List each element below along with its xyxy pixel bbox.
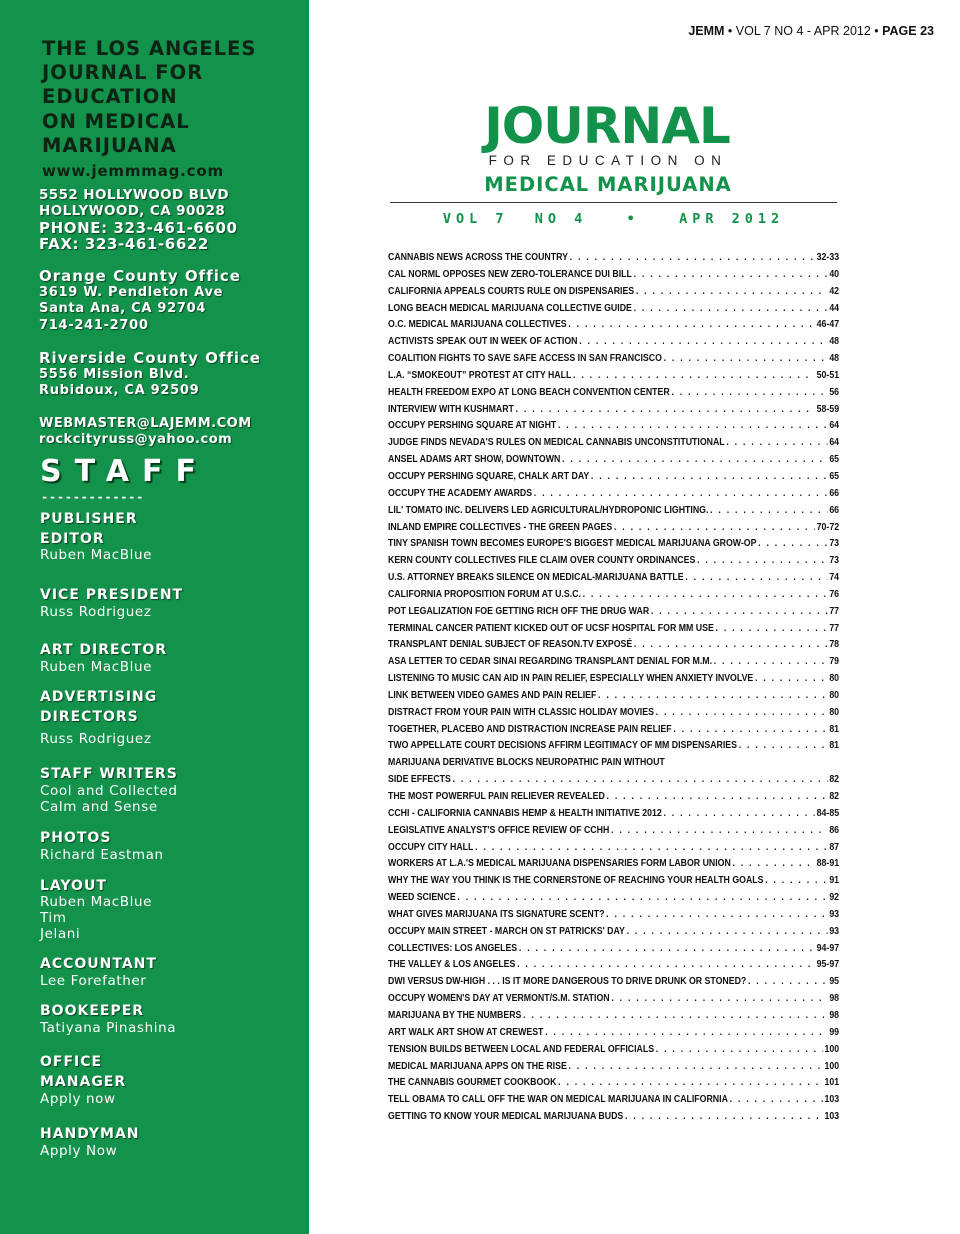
toc-entry-page: 100 xyxy=(824,1043,840,1055)
toc-entry-page: 64 xyxy=(829,420,840,432)
dot-leader xyxy=(614,522,815,533)
toc-entry-title: MARIJUANA BY THE NUMBERS xyxy=(388,1009,522,1021)
phone-number: PHONE: 323-461-6600 xyxy=(39,218,238,237)
toc-entry-title: CANNABIS NEWS ACROSS THE COUNTRY xyxy=(388,252,568,263)
dot-leader xyxy=(517,959,815,970)
toc-entry-title: WHAT GIVES MARIJUANA ITS SIGNATURE SCENT? xyxy=(388,908,605,920)
dot-leader xyxy=(570,252,815,263)
name-line: Cool and Collected xyxy=(40,783,178,799)
toc-entry[interactable] xyxy=(388,572,839,589)
divider xyxy=(390,202,837,203)
toc-entry-title: TINY SPANISH TOWN BECOMES EUROPE'S BIGGEST MEDICAL MARIJUANA GROW-OP xyxy=(388,538,757,550)
toc-entry[interactable] xyxy=(388,1027,839,1044)
toc-entry[interactable] xyxy=(388,336,839,353)
main-office-address xyxy=(39,187,238,252)
dot-leader xyxy=(634,639,828,650)
toc-entry[interactable] xyxy=(388,303,839,320)
dot-leader xyxy=(634,269,828,280)
staff-name xyxy=(40,894,152,942)
toc-entry[interactable] xyxy=(388,538,839,555)
toc-entry-title: OCCUPY THE ACADEMY AWARDS xyxy=(388,487,533,499)
staff-name xyxy=(40,659,152,675)
toc-entry[interactable] xyxy=(388,319,839,336)
contact-email[interactable]: rockcityruss@yahoo.com xyxy=(39,432,233,447)
toc-entry[interactable] xyxy=(388,774,839,791)
toc-entry-title: LONG BEACH MEDICAL MARIJUANA COLLECTIVE GUIDE xyxy=(388,302,632,314)
dot-leader xyxy=(748,976,828,987)
toc-entry-title: JUDGE FINDS NEVADA'S RULES ON MEDICAL CANNABIS UNCONSTITUTIONAL xyxy=(388,437,725,449)
toc-entry[interactable] xyxy=(388,522,839,539)
dot-leader xyxy=(583,589,828,600)
role-label xyxy=(40,688,157,727)
toc-entry-title: COALITION FIGHTS TO SAVE SAFE ACCESS IN SAN FRANCISCO xyxy=(388,353,662,365)
toc-entry[interactable] xyxy=(388,892,839,909)
staff-divider: ------------- xyxy=(41,490,145,504)
sidebar xyxy=(0,0,309,1234)
toc-entry-title: OCCUPY MAIN STREET - MARCH ON ST PATRICKS' DAY xyxy=(388,925,625,937)
toc-entry-page: 81 xyxy=(829,740,840,752)
toc-entry-page: 93 xyxy=(829,925,840,937)
dot-leader xyxy=(558,1077,823,1088)
toc-entry[interactable] xyxy=(388,589,839,606)
toc-entry-page: 76 xyxy=(829,588,840,600)
toc-entry[interactable] xyxy=(388,690,839,707)
role-line: EDITOR xyxy=(40,530,105,547)
logo-medical-marijuana: MEDICAL MARIJUANA xyxy=(484,173,732,196)
toc-entry-title: TOGETHER, PLACEBO AND DISTRACTION INCREASE PAIN RELIEF xyxy=(388,723,672,735)
staff-name xyxy=(40,1091,116,1107)
dot-leader xyxy=(755,673,828,684)
toc-entry-page: 48 xyxy=(829,353,840,365)
toc-entry-page: 95-97 xyxy=(816,959,840,971)
toc-entry-page: 94-97 xyxy=(816,942,840,954)
toc-entry[interactable] xyxy=(388,825,839,842)
toc-entry[interactable] xyxy=(388,875,839,892)
toc-entry-page: 103 xyxy=(824,1094,840,1106)
title-line: EDUCATION xyxy=(42,85,178,109)
dot-leader xyxy=(634,303,828,314)
role-line: ACCOUNTANT xyxy=(40,956,157,972)
address-line: 5552 HOLLYWOOD BLVD xyxy=(39,187,229,203)
toc-entry-title: TRANSPLANT DENIAL SUBJECT OF REASON.TV EXPOSÉ xyxy=(388,639,633,651)
toc-entry-page: 95 xyxy=(829,976,840,988)
dot-leader xyxy=(765,875,827,886)
office-heading: Riverside County Office xyxy=(39,349,262,367)
toc-entry[interactable] xyxy=(388,471,839,488)
dot-leader xyxy=(519,943,815,954)
role-label xyxy=(40,510,138,549)
name-line: Ruben MacBlue xyxy=(40,894,153,910)
toc-entry-title: TERMINAL CANCER PATIENT KICKED OUT OF UCSF HOSPITAL FOR MM USE xyxy=(388,622,714,634)
dot-leader xyxy=(671,387,827,398)
toc-entry[interactable] xyxy=(388,252,839,269)
journal-abbr: JEMM xyxy=(688,24,725,38)
toc-entry-page: 78 xyxy=(829,639,840,651)
office-heading: Orange County Office xyxy=(39,267,241,285)
office-line: 3619 W. Pendleton Ave xyxy=(39,284,224,300)
toc-entry-page: 65 xyxy=(829,470,840,482)
toc-entry-page: 32-33 xyxy=(816,252,840,263)
role-label xyxy=(40,829,111,849)
toc-entry-title: ANSEL ADAMS ART SHOW, DOWNTOWN xyxy=(388,454,561,466)
toc-entry-title: WORKERS AT L.A.'S MEDICAL MARIJUANA DISPENSARIES FORM LABOR UNION xyxy=(388,858,731,870)
toc-entry-page: 98 xyxy=(829,1009,840,1021)
toc-entry-page: 50-51 xyxy=(816,369,840,381)
toc-entry[interactable] xyxy=(388,505,839,522)
toc-entry-title: GETTING TO KNOW YOUR MEDICAL MARIJUANA BUDS xyxy=(388,1111,624,1123)
staff-name xyxy=(40,1020,176,1036)
toc-entry-title: OCCUPY PERSHING SQUARE, CHALK ART DAY xyxy=(388,470,590,482)
fax-number: FAX: 323-461-6622 xyxy=(39,234,209,253)
toc-entry[interactable] xyxy=(388,1044,839,1061)
toc-entry-title: ACTIVISTS SPEAK OUT IN WEEK OF ACTION xyxy=(388,336,578,348)
role-line: PUBLISHER xyxy=(40,511,138,527)
dot-leader xyxy=(673,724,827,735)
toc-entry-page: 103 xyxy=(824,1111,840,1123)
role-line: BOOKEEPER xyxy=(40,1003,145,1019)
toc-entry-page: 101 xyxy=(824,1077,840,1089)
toc-entry[interactable] xyxy=(388,286,839,303)
dot-leader xyxy=(457,892,827,903)
toc-entry-title: THE CANNABIS GOURMET COOKBOOK xyxy=(388,1077,557,1089)
toc-entry-page: 99 xyxy=(829,1026,840,1038)
toc-entry-page: 80 xyxy=(829,706,840,718)
title-line: JOURNAL FOR xyxy=(42,61,204,85)
dot-leader xyxy=(569,1061,823,1072)
office-line: 5556 Mission Blvd. xyxy=(39,366,190,382)
toc-entry-page: 74 xyxy=(829,572,840,584)
toc-entry[interactable] xyxy=(388,353,839,370)
toc-entry[interactable] xyxy=(388,757,839,774)
dot-leader xyxy=(733,858,815,869)
page-number: PAGE 23 xyxy=(882,24,934,38)
role-label xyxy=(40,765,178,785)
dot-leader xyxy=(739,740,828,751)
toc-entry[interactable] xyxy=(388,673,839,690)
toc-entry[interactable] xyxy=(388,370,839,387)
journal-logo: JOURNAL xyxy=(484,97,730,155)
toc-entry[interactable] xyxy=(388,404,839,421)
dot-leader xyxy=(730,1094,823,1105)
toc-entry-title: SIDE EFFECTS xyxy=(388,774,451,786)
toc-entry-title: COLLECTIVES: LOS ANGELES xyxy=(388,942,518,954)
toc-entry-title: TENSION BUILDS BETWEEN LOCAL AND FEDERAL OFFICIALS xyxy=(388,1043,655,1055)
toc-entry[interactable] xyxy=(388,1077,839,1094)
orange-county-office xyxy=(39,268,241,334)
name-line: Russ Rodriguez xyxy=(40,731,152,747)
toc-entry[interactable] xyxy=(388,639,839,656)
dot-leader xyxy=(685,572,827,583)
dot-leader xyxy=(710,505,827,516)
staff-heading: STAFF xyxy=(40,454,209,489)
toc-entry-title: O.C. MEDICAL MARIJUANA COLLECTIVES xyxy=(388,319,567,331)
toc-entry-page: 77 xyxy=(829,622,840,634)
toc-entry-title: KERN COUNTY COLLECTIVES FILE CLAIM OVER COUNTY ORDINANCES xyxy=(388,555,696,567)
name-line: Russ Rodriguez xyxy=(40,604,152,620)
dot-leader xyxy=(607,791,828,802)
dot-leader xyxy=(611,993,827,1004)
role-label xyxy=(40,1125,140,1145)
role-line: MANAGER xyxy=(40,1073,127,1090)
toc-entry-page: 65 xyxy=(829,454,840,466)
staff-name xyxy=(40,604,152,620)
toc-entry-page: 88-91 xyxy=(816,858,840,870)
toc-entry-title: THE VALLEY & LOS ANGELES xyxy=(388,959,516,971)
toc-entry-title: TELL OBAMA TO CALL OFF THE WAR ON MEDICAL MARIJUANA IN CALIFORNIA xyxy=(388,1094,728,1106)
role-line: DIRECTORS xyxy=(40,708,139,725)
toc-entry[interactable] xyxy=(388,420,839,437)
toc-entry[interactable] xyxy=(388,454,839,471)
toc-entry[interactable] xyxy=(388,606,839,623)
dot-leader xyxy=(598,690,828,701)
toc-entry[interactable] xyxy=(388,943,839,960)
role-line: ADVERTISING xyxy=(40,689,158,705)
toc-entry-page: 81 xyxy=(829,723,840,735)
staff-name xyxy=(40,847,164,863)
toc-entry-title: CALIFORNIA PROPOSITION FORUM AT U.S.C. xyxy=(388,588,581,600)
toc-entry-title: INLAND EMPIRE COLLECTIVES - THE GREEN PAGES xyxy=(388,521,613,533)
dot-leader xyxy=(627,926,828,937)
table-of-contents xyxy=(388,252,839,1128)
toc-entry-page: 64 xyxy=(829,437,840,449)
dot-leader xyxy=(716,623,828,634)
toc-entry[interactable] xyxy=(388,926,839,943)
toc-entry[interactable] xyxy=(388,623,839,640)
website-link[interactable]: www.jemmmag.com xyxy=(42,162,224,180)
toc-entry-page: 73 xyxy=(829,538,840,550)
title-line: ON MEDICAL xyxy=(42,109,190,133)
dot-leader xyxy=(558,420,828,431)
toc-entry[interactable] xyxy=(388,1094,839,1111)
toc-entry-page: 93 xyxy=(829,908,840,920)
dot-leader xyxy=(568,319,815,330)
toc-entry-page: 84-85 xyxy=(816,807,840,819)
name-line: Apply now xyxy=(40,1091,116,1107)
role-label xyxy=(40,955,157,975)
role-label xyxy=(40,1053,126,1092)
toc-entry-page: 73 xyxy=(829,555,840,567)
toc-entry-page: 77 xyxy=(829,605,840,617)
toc-entry-page: 80 xyxy=(829,689,840,701)
dot-leader xyxy=(453,774,828,785)
name-line: Richard Eastman xyxy=(40,847,164,863)
dot-leader xyxy=(656,707,828,718)
dot-leader xyxy=(475,842,828,853)
toc-entry-page: 42 xyxy=(829,285,840,297)
toc-entry[interactable] xyxy=(388,842,839,859)
dot-leader xyxy=(534,488,828,499)
name-line: Jelani xyxy=(40,926,81,942)
toc-entry-page: 82 xyxy=(829,774,840,786)
toc-entry[interactable] xyxy=(388,858,839,875)
toc-entry-page: 48 xyxy=(829,336,840,348)
toc-entry[interactable] xyxy=(388,808,839,825)
dot-leader xyxy=(516,404,815,415)
toc-entry[interactable] xyxy=(388,488,839,505)
toc-entry-page: 98 xyxy=(829,993,840,1005)
dot-leader xyxy=(606,909,827,920)
toc-entry-title: OCCUPY PERSHING SQUARE AT NIGHT xyxy=(388,420,557,432)
role-line: STAFF WRITERS xyxy=(40,766,178,782)
dot-leader xyxy=(664,353,828,364)
role-line: HANDYMAN xyxy=(40,1126,140,1142)
toc-entry-title: MARIJUANA DERIVATIVE BLOCKS NEUROPATHIC PAIN WITHOUT xyxy=(388,757,665,769)
toc-entry[interactable] xyxy=(388,437,839,454)
dot-leader xyxy=(636,286,828,297)
toc-entry-page: 70-72 xyxy=(816,521,840,533)
toc-entry-title: LEGISLATIVE ANALYST'S OFFICE REVIEW OF CCHH xyxy=(388,824,610,836)
toc-entry-title: TWO APPELLATE COURT DECISIONS AFFIRM LEGITIMACY OF MM DISPENSARIES xyxy=(388,740,737,752)
name-line: Calm and Sense xyxy=(40,799,158,815)
toc-entry-title: DISTRACT FROM YOUR PAIN WITH CLASSIC HOLIDAY MOVIES xyxy=(388,706,654,718)
name-line: Ruben MacBlue xyxy=(40,659,153,675)
name-line: Tatiyana Pinashina xyxy=(40,1020,177,1036)
name-line: Apply Now xyxy=(40,1143,118,1159)
toc-entry-page: 92 xyxy=(829,892,840,904)
toc-entry[interactable] xyxy=(388,656,839,673)
toc-entry-page: 91 xyxy=(829,875,840,887)
staff-name xyxy=(40,1143,117,1159)
toc-entry[interactable] xyxy=(388,740,839,757)
toc-entry-page: 58-59 xyxy=(816,403,840,415)
volume-line: VOL 7 NO 4 • APR 2012 xyxy=(442,211,785,227)
dot-leader xyxy=(758,538,827,549)
toc-entry-title: WEED SCIENCE xyxy=(388,892,456,904)
toc-entry[interactable] xyxy=(388,976,839,993)
toc-entry-page: 87 xyxy=(829,841,840,853)
dot-leader xyxy=(697,555,828,566)
contact-emails xyxy=(39,416,252,448)
dot-leader xyxy=(579,336,827,347)
toc-entry-title: OCCUPY CITY HALL xyxy=(388,841,474,853)
toc-entry-page: 46-47 xyxy=(816,319,840,331)
toc-entry-page: 86 xyxy=(829,824,840,836)
dot-leader xyxy=(545,1027,827,1038)
dot-leader xyxy=(611,825,828,836)
magazine-title xyxy=(42,37,256,158)
toc-entry-title: ART WALK ART SHOW AT CREWEST xyxy=(388,1026,544,1038)
toc-entry-page: 40 xyxy=(829,268,840,280)
title-line: MARIJUANA xyxy=(42,133,177,157)
dot-leader xyxy=(573,370,815,381)
toc-entry-title: DWI VERSUS DW-HIGH . . . IS IT MORE DANGEROUS TO DRIVE DRUNK OR STONED? xyxy=(388,976,747,988)
dot-leader xyxy=(714,656,828,667)
toc-entry-page: 44 xyxy=(829,302,840,314)
toc-entry-title: LIL' TOMATO INC. DELIVERS LED AGRICULTURAL/HYDROPONIC LIGHTING. xyxy=(388,504,709,516)
role-line: PHOTOS xyxy=(40,830,112,846)
toc-entry[interactable] xyxy=(388,1010,839,1027)
toc-entry-title: HEALTH FREEDOM EXPO AT LONG BEACH CONVENTION CENTER xyxy=(388,386,670,398)
toc-entry[interactable] xyxy=(388,1061,839,1078)
toc-entry-page: 82 xyxy=(829,791,840,802)
toc-entry-page: 79 xyxy=(829,656,840,668)
toc-entry[interactable] xyxy=(388,707,839,724)
dot-leader xyxy=(726,437,827,448)
issue-info: • VOL 7 NO 4 - APR 2012 • xyxy=(724,24,883,38)
dot-leader xyxy=(562,454,828,465)
toc-entry[interactable] xyxy=(388,959,839,976)
role-line: ART DIRECTOR xyxy=(40,642,168,658)
toc-entry[interactable] xyxy=(388,993,839,1010)
toc-entry-page: 56 xyxy=(829,386,840,398)
toc-entry[interactable] xyxy=(388,555,839,572)
page-header-line xyxy=(688,24,934,38)
toc-entry-title: WHY THE WAY YOU THINK IS THE CORNERSTONE OF REACHING YOUR HEALTH GOALS xyxy=(388,875,764,887)
toc-entry-title: CALIFORNIA APPEALS COURTS RULE ON DISPENSARIES xyxy=(388,285,635,297)
name-line: Lee Forefather xyxy=(40,973,147,989)
staff-name xyxy=(40,783,178,815)
toc-entry-title: INTERVIEW WITH KUSHMART xyxy=(388,403,514,415)
dot-leader xyxy=(591,471,828,482)
staff-name xyxy=(40,973,146,989)
office-line: Rubidoux, CA 92509 xyxy=(39,383,200,399)
role-line: VICE PRESIDENT xyxy=(40,587,184,603)
dot-leader xyxy=(625,1111,823,1122)
role-line: LAYOUT xyxy=(40,878,107,894)
toc-entry-title: U.S. ATTORNEY BREAKS SILENCE ON MEDICAL-MARIJUANA BATTLE xyxy=(388,572,684,584)
dot-leader xyxy=(656,1044,823,1055)
toc-entry-page: 66 xyxy=(829,504,840,516)
role-label xyxy=(40,586,183,606)
toc-entry-title: L.A. “SMOKEOUT” PROTEST AT CITY HALL xyxy=(388,369,572,381)
name-line: Tim xyxy=(40,910,67,926)
toc-entry[interactable] xyxy=(388,791,839,808)
riverside-county-office xyxy=(39,350,261,400)
role-label xyxy=(40,1002,144,1022)
toc-entry-title: ASA LETTER TO CEDAR SINAI REGARDING TRANSPLANT DENIAL FOR M.M. xyxy=(388,656,713,668)
toc-entry-page: 100 xyxy=(824,1060,840,1072)
role-label xyxy=(40,641,167,661)
toc-entry[interactable] xyxy=(388,387,839,404)
toc-entry-title: LISTENING TO MUSIC CAN AID IN PAIN RELIEF, ESPECIALLY WHEN ANXIETY INVOLVE xyxy=(388,673,754,685)
office-line: 714-241-2700 xyxy=(39,317,149,333)
toc-entry[interactable] xyxy=(388,269,839,286)
title-line: THE LOS ANGELES xyxy=(42,37,257,60)
logo-subtitle: FOR EDUCATION ON xyxy=(488,153,728,168)
toc-entry[interactable] xyxy=(388,724,839,741)
toc-entry-title: THE MOST POWERFUL PAIN RELIEVER REVEALED xyxy=(388,791,605,802)
toc-entry-title: OCCUPY WOMEN'S DAY AT VERMONT/S.M. STATION xyxy=(388,993,610,1005)
staff-name xyxy=(40,547,152,563)
toc-entry[interactable] xyxy=(388,909,839,926)
toc-entry-title: POT LEGALIZATION FOE GETTING RICH OFF THE DRUG WAR xyxy=(388,605,650,617)
toc-entry-title: CAL NORML OPPOSES NEW ZERO-TOLERANCE DUI BILL xyxy=(388,268,632,280)
staff-name xyxy=(40,731,152,747)
toc-entry-title: MEDICAL MARIJUANA APPS ON THE RISE xyxy=(388,1060,567,1072)
toc-entry-page: 80 xyxy=(829,673,840,685)
dot-leader xyxy=(663,808,814,819)
dot-leader xyxy=(523,1010,827,1021)
toc-entry-page: 66 xyxy=(829,487,840,499)
toc-entry-title: LINK BETWEEN VIDEO GAMES AND PAIN RELIEF xyxy=(388,689,597,701)
dot-leader xyxy=(651,606,828,617)
role-line: OFFICE xyxy=(40,1054,103,1070)
office-line: Santa Ana, CA 92704 xyxy=(39,301,207,317)
name-line: Ruben MacBlue xyxy=(40,547,153,563)
address-line: HOLLYWOOD, CA 90028 xyxy=(39,203,226,220)
toc-entry[interactable] xyxy=(388,1111,839,1128)
webmaster-email[interactable]: WEBMASTER@LAJEMM.COM xyxy=(39,416,252,431)
toc-entry-title: CCHI - CALIFORNIA CANNABIS HEMP & HEALTH INITIATIVE 2012 xyxy=(388,807,662,819)
